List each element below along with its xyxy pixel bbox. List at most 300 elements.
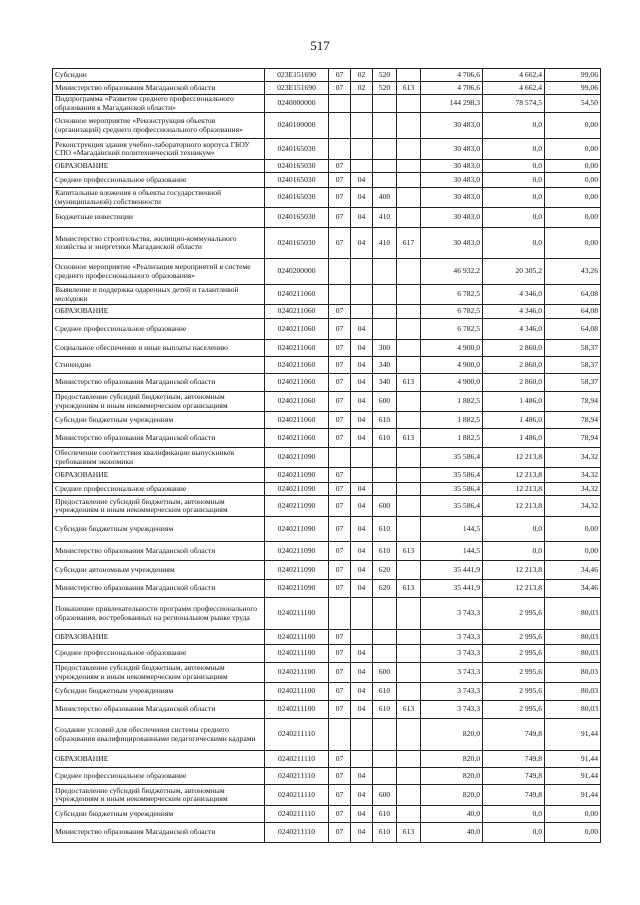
- row-subsection: 04: [351, 701, 373, 719]
- row-grbs: [397, 285, 421, 305]
- row-percent: 64,08: [545, 319, 601, 340]
- row-percent: 58,37: [545, 357, 601, 374]
- row-code: 0240211090: [265, 580, 329, 598]
- row-fact-amount: 12 213,8: [483, 496, 545, 517]
- row-code: 0240211100: [265, 645, 329, 663]
- row-plan-amount: 3 743,3: [421, 701, 483, 719]
- row-fact-amount: 4 346,0: [483, 285, 545, 305]
- row-expense-type: 620: [373, 580, 397, 598]
- table-row: [53, 561, 601, 580]
- row-code: 0240211090: [265, 448, 329, 468]
- row-code: 0240211090: [265, 542, 329, 561]
- row-section: 07: [329, 468, 351, 483]
- row-expense-type: 410: [373, 228, 397, 259]
- row-fact-amount: 0,0: [483, 160, 545, 173]
- row-section: 07: [329, 374, 351, 392]
- row-grbs: [397, 319, 421, 340]
- row-grbs: 613: [397, 429, 421, 448]
- row-code: 0240000000: [265, 95, 329, 113]
- row-expense-type: 340: [373, 357, 397, 374]
- row-plan-amount: 35 586,4: [421, 468, 483, 483]
- row-section: [329, 448, 351, 468]
- row-name: Среднее профессиональное образование: [53, 319, 265, 340]
- row-code: 0240211060: [265, 305, 329, 319]
- row-code: 0240211060: [265, 319, 329, 340]
- row-grbs: [397, 69, 421, 82]
- row-name: Подпрограмма «Развитие среднего профессионального образования в Магаданской области»: [53, 95, 265, 113]
- row-name: ОБРАЗОВАНИЕ: [53, 305, 265, 319]
- row-grbs: [397, 340, 421, 357]
- row-name: Стипендии: [53, 357, 265, 374]
- row-plan-amount: 3 743,3: [421, 663, 483, 683]
- row-section: 07: [329, 701, 351, 719]
- row-expense-type: [373, 448, 397, 468]
- table-row: [53, 208, 601, 228]
- row-plan-amount: 35 441,9: [421, 580, 483, 598]
- row-section: 07: [329, 561, 351, 580]
- row-plan-amount: 144,5: [421, 542, 483, 561]
- row-percent: 91,44: [545, 751, 601, 768]
- row-expense-type: [373, 645, 397, 663]
- row-plan-amount: 30 483,0: [421, 173, 483, 188]
- row-percent: 80,03: [545, 598, 601, 630]
- row-expense-type: [373, 285, 397, 305]
- row-section: 07: [329, 305, 351, 319]
- row-name: ОБРАЗОВАНИЕ: [53, 160, 265, 173]
- row-percent: 54,50: [545, 95, 601, 113]
- row-subsection: 04: [351, 374, 373, 392]
- row-section: 07: [329, 82, 351, 95]
- row-section: 07: [329, 340, 351, 357]
- row-subsection: [351, 468, 373, 483]
- row-name: Реконструкция здания учебно-лабораторного корпуса ГБОУ СПО «Магаданский политехнический техникум»: [53, 139, 265, 160]
- row-fact-amount: 2 995,6: [483, 701, 545, 719]
- row-code: 0240211100: [265, 683, 329, 701]
- row-grbs: [397, 357, 421, 374]
- row-grbs: [397, 259, 421, 285]
- row-subsection: 04: [351, 663, 373, 683]
- row-grbs: [397, 768, 421, 785]
- row-plan-amount: 46 932,2: [421, 259, 483, 285]
- row-section: 07: [329, 496, 351, 517]
- row-expense-type: [373, 113, 397, 139]
- table-row: [53, 719, 601, 751]
- row-grbs: 613: [397, 542, 421, 561]
- row-fact-amount: 0,0: [483, 823, 545, 843]
- row-expense-type: [373, 95, 397, 113]
- row-name: Повышение привлекательности программ профессионального образования, востребованных на региональном рынке труда: [53, 598, 265, 630]
- row-expense-type: 600: [373, 663, 397, 683]
- table-row: [53, 645, 601, 663]
- row-expense-type: 600: [373, 785, 397, 806]
- row-plan-amount: 144,5: [421, 517, 483, 542]
- row-section: 07: [329, 683, 351, 701]
- table-row: [53, 580, 601, 598]
- row-code: 023Е151690: [265, 82, 329, 95]
- row-code: 0240165030: [265, 160, 329, 173]
- row-percent: 34,32: [545, 468, 601, 483]
- row-section: 07: [329, 483, 351, 496]
- row-plan-amount: 40,0: [421, 823, 483, 843]
- row-fact-amount: 12 213,8: [483, 561, 545, 580]
- row-percent: 58,37: [545, 374, 601, 392]
- row-name: ОБРАЗОВАНИЕ: [53, 630, 265, 645]
- table-row: [53, 285, 601, 305]
- row-grbs: [397, 173, 421, 188]
- row-section: 07: [329, 663, 351, 683]
- row-grbs: [397, 496, 421, 517]
- table-row: [53, 305, 601, 319]
- row-grbs: [397, 483, 421, 496]
- row-expense-type: 410: [373, 208, 397, 228]
- row-code: 0240100000: [265, 113, 329, 139]
- row-section: 07: [329, 160, 351, 173]
- table-row: [53, 412, 601, 429]
- row-fact-amount: 749,8: [483, 785, 545, 806]
- table-row: [53, 228, 601, 259]
- row-name: Основное мероприятие «Реконструкция объектов (организаций) среднего профессионального образования»: [53, 113, 265, 139]
- row-code: 0240211090: [265, 496, 329, 517]
- row-percent: 0,00: [545, 188, 601, 208]
- row-plan-amount: 4 900,0: [421, 357, 483, 374]
- row-plan-amount: 820,0: [421, 719, 483, 751]
- row-expense-type: [373, 768, 397, 785]
- row-grbs: [397, 663, 421, 683]
- row-grbs: [397, 785, 421, 806]
- row-percent: 91,44: [545, 719, 601, 751]
- row-expense-type: [373, 468, 397, 483]
- row-percent: 80,03: [545, 683, 601, 701]
- row-expense-type: [373, 305, 397, 319]
- table-row: [53, 683, 601, 701]
- row-grbs: [397, 188, 421, 208]
- row-subsection: 04: [351, 496, 373, 517]
- row-percent: 34,32: [545, 448, 601, 468]
- table-row: [53, 188, 601, 208]
- row-plan-amount: 30 483,0: [421, 113, 483, 139]
- row-code: 0240211060: [265, 412, 329, 429]
- row-section: 07: [329, 517, 351, 542]
- row-plan-amount: 3 743,3: [421, 630, 483, 645]
- row-name: Среднее профессиональное образование: [53, 483, 265, 496]
- row-section: 07: [329, 580, 351, 598]
- row-section: [329, 598, 351, 630]
- row-subsection: [351, 630, 373, 645]
- table-row: [53, 113, 601, 139]
- row-section: 07: [329, 319, 351, 340]
- row-section: 07: [329, 392, 351, 412]
- budget-table-body: [53, 69, 601, 843]
- row-name: Среднее профессиональное образование: [53, 645, 265, 663]
- table-row: [53, 517, 601, 542]
- row-percent: 78,94: [545, 392, 601, 412]
- row-percent: 0,00: [545, 173, 601, 188]
- row-percent: 34,32: [545, 496, 601, 517]
- row-expense-type: 610: [373, 823, 397, 843]
- row-expense-type: 340: [373, 374, 397, 392]
- row-code: 0240165030: [265, 188, 329, 208]
- row-expense-type: [373, 173, 397, 188]
- table-row: [53, 823, 601, 843]
- row-section: 07: [329, 806, 351, 823]
- row-section: 07: [329, 228, 351, 259]
- row-expense-type: 610: [373, 701, 397, 719]
- table-row: [53, 259, 601, 285]
- row-code: 0240211090: [265, 468, 329, 483]
- table-row: [53, 598, 601, 630]
- row-name: Социальное обеспечение и иные выплаты населению: [53, 340, 265, 357]
- row-section: 07: [329, 645, 351, 663]
- row-code: 0240211110: [265, 719, 329, 751]
- row-section: 07: [329, 412, 351, 429]
- row-section: 07: [329, 429, 351, 448]
- row-percent: 34,32: [545, 483, 601, 496]
- row-name: ОБРАЗОВАНИЕ: [53, 468, 265, 483]
- row-percent: 43,26: [545, 259, 601, 285]
- row-percent: 0,00: [545, 139, 601, 160]
- row-subsection: 04: [351, 785, 373, 806]
- row-percent: 0,00: [545, 160, 601, 173]
- row-fact-amount: 0,0: [483, 188, 545, 208]
- row-expense-type: [373, 483, 397, 496]
- row-grbs: [397, 630, 421, 645]
- row-fact-amount: 0,0: [483, 173, 545, 188]
- row-code: 0240211060: [265, 392, 329, 412]
- row-fact-amount: 12 213,8: [483, 580, 545, 598]
- row-grbs: [397, 95, 421, 113]
- row-name: Предоставление субсидий бюджетным, автономным учреждениям и иным некоммерческим организациям: [53, 785, 265, 806]
- row-name: Министерство образования Магаданской области: [53, 429, 265, 448]
- row-subsection: [351, 448, 373, 468]
- row-section: [329, 139, 351, 160]
- row-fact-amount: 2 995,6: [483, 630, 545, 645]
- row-section: 07: [329, 751, 351, 768]
- row-plan-amount: 820,0: [421, 785, 483, 806]
- row-plan-amount: 1 882,5: [421, 429, 483, 448]
- row-percent: 80,03: [545, 630, 601, 645]
- row-percent: 80,03: [545, 645, 601, 663]
- row-subsection: 04: [351, 208, 373, 228]
- row-plan-amount: 4 706,6: [421, 69, 483, 82]
- row-name: Министерство образования Магаданской области: [53, 542, 265, 561]
- row-subsection: 04: [351, 806, 373, 823]
- row-percent: 80,03: [545, 663, 601, 683]
- row-name: Министерство образования Магаданской области: [53, 374, 265, 392]
- row-name: Предоставление субсидий бюджетным, автономным учреждениям и иным некоммерческим организациям: [53, 392, 265, 412]
- row-plan-amount: 3 743,3: [421, 683, 483, 701]
- row-fact-amount: 0,0: [483, 517, 545, 542]
- row-code: 0240211060: [265, 374, 329, 392]
- row-code: 0240211100: [265, 701, 329, 719]
- row-expense-type: 610: [373, 683, 397, 701]
- row-code: 0240211100: [265, 598, 329, 630]
- row-code: 0240200000: [265, 259, 329, 285]
- row-percent: 78,94: [545, 412, 601, 429]
- row-expense-type: 400: [373, 188, 397, 208]
- row-percent: 34,46: [545, 561, 601, 580]
- row-fact-amount: 1 486,0: [483, 429, 545, 448]
- budget-table: [52, 68, 601, 843]
- row-expense-type: [373, 719, 397, 751]
- row-subsection: 02: [351, 82, 373, 95]
- row-code: 0240211090: [265, 517, 329, 542]
- row-fact-amount: 12 213,8: [483, 468, 545, 483]
- row-subsection: 04: [351, 645, 373, 663]
- row-fact-amount: 1 486,0: [483, 392, 545, 412]
- row-percent: 64,08: [545, 285, 601, 305]
- row-expense-type: 520: [373, 69, 397, 82]
- row-subsection: [351, 113, 373, 139]
- row-fact-amount: 2 995,6: [483, 663, 545, 683]
- row-plan-amount: 4 900,0: [421, 374, 483, 392]
- row-fact-amount: 1 486,0: [483, 412, 545, 429]
- row-grbs: 613: [397, 580, 421, 598]
- table-row: [53, 357, 601, 374]
- row-subsection: 02: [351, 69, 373, 82]
- row-subsection: 04: [351, 768, 373, 785]
- row-code: 0240165030: [265, 228, 329, 259]
- row-expense-type: [373, 751, 397, 768]
- row-fact-amount: 2 995,6: [483, 645, 545, 663]
- row-plan-amount: 1 882,5: [421, 392, 483, 412]
- row-percent: 0,00: [545, 542, 601, 561]
- row-code: 0240211110: [265, 751, 329, 768]
- row-code: 0240211110: [265, 785, 329, 806]
- row-subsection: 04: [351, 319, 373, 340]
- table-row: [53, 82, 601, 95]
- row-grbs: 613: [397, 701, 421, 719]
- table-row: [53, 429, 601, 448]
- row-percent: 91,44: [545, 785, 601, 806]
- row-subsection: 04: [351, 542, 373, 561]
- row-grbs: [397, 561, 421, 580]
- table-row: [53, 160, 601, 173]
- row-grbs: [397, 683, 421, 701]
- row-percent: 99,06: [545, 69, 601, 82]
- row-fact-amount: 4 662,4: [483, 82, 545, 95]
- row-name: Среднее профессиональное образование: [53, 768, 265, 785]
- row-code: 0240211060: [265, 340, 329, 357]
- table-row: [53, 768, 601, 785]
- row-name: Субсидии бюджетным учреждениям: [53, 412, 265, 429]
- row-fact-amount: 4 346,0: [483, 319, 545, 340]
- row-name: Министерство образования Магаданской области: [53, 580, 265, 598]
- row-section: [329, 259, 351, 285]
- row-fact-amount: 0,0: [483, 806, 545, 823]
- table-row: [53, 319, 601, 340]
- row-fact-amount: 78 574,5: [483, 95, 545, 113]
- row-section: 07: [329, 69, 351, 82]
- row-code: 0240211100: [265, 630, 329, 645]
- row-subsection: 04: [351, 429, 373, 448]
- row-code: 0240165030: [265, 173, 329, 188]
- row-name: Субсидии бюджетным учреждениям: [53, 683, 265, 701]
- table-row: [53, 374, 601, 392]
- row-subsection: 04: [351, 392, 373, 412]
- row-expense-type: 610: [373, 806, 397, 823]
- row-expense-type: 600: [373, 392, 397, 412]
- row-plan-amount: 30 483,0: [421, 188, 483, 208]
- row-expense-type: 600: [373, 496, 397, 517]
- row-fact-amount: 749,8: [483, 719, 545, 751]
- table-row: [53, 173, 601, 188]
- row-subsection: [351, 598, 373, 630]
- row-name: Министерство образования Магаданской области: [53, 823, 265, 843]
- row-name: Основное мероприятие «Реализация мероприятий в системе среднего профессионального образования»: [53, 259, 265, 285]
- row-grbs: [397, 392, 421, 412]
- row-expense-type: 520: [373, 82, 397, 95]
- row-plan-amount: 820,0: [421, 768, 483, 785]
- row-fact-amount: 12 213,8: [483, 448, 545, 468]
- row-subsection: 04: [351, 683, 373, 701]
- row-subsection: 04: [351, 228, 373, 259]
- row-subsection: [351, 160, 373, 173]
- row-plan-amount: 144 298,3: [421, 95, 483, 113]
- row-plan-amount: 1 882,5: [421, 412, 483, 429]
- row-percent: 34,46: [545, 580, 601, 598]
- row-grbs: [397, 139, 421, 160]
- row-grbs: [397, 751, 421, 768]
- page-number: 517: [310, 38, 330, 53]
- table-row: [53, 340, 601, 357]
- row-grbs: 613: [397, 823, 421, 843]
- row-section: 07: [329, 768, 351, 785]
- row-section: 07: [329, 208, 351, 228]
- row-expense-type: [373, 598, 397, 630]
- row-subsection: 04: [351, 561, 373, 580]
- row-plan-amount: 6 782,5: [421, 319, 483, 340]
- row-grbs: [397, 598, 421, 630]
- row-grbs: [397, 412, 421, 429]
- row-name: Субсидии бюджетным учреждениям: [53, 806, 265, 823]
- row-plan-amount: 30 483,0: [421, 160, 483, 173]
- row-plan-amount: 35 586,4: [421, 496, 483, 517]
- row-code: 0240211100: [265, 663, 329, 683]
- row-plan-amount: 35 586,4: [421, 448, 483, 468]
- row-fact-amount: 749,8: [483, 751, 545, 768]
- row-fact-amount: 2 995,6: [483, 598, 545, 630]
- row-expense-type: [373, 259, 397, 285]
- row-fact-amount: 20 305,2: [483, 259, 545, 285]
- row-section: [329, 95, 351, 113]
- row-percent: 0,00: [545, 806, 601, 823]
- table-row: [53, 496, 601, 517]
- row-name: Министерство образования Магаданской области: [53, 701, 265, 719]
- row-name: Обеспечение соответствия квалификации выпускников требованиям экономики: [53, 448, 265, 468]
- row-plan-amount: 3 743,3: [421, 645, 483, 663]
- row-subsection: 04: [351, 517, 373, 542]
- row-plan-amount: 4 900,0: [421, 340, 483, 357]
- row-section: [329, 113, 351, 139]
- row-percent: 0,00: [545, 208, 601, 228]
- row-percent: 80,03: [545, 701, 601, 719]
- row-name: Министерство образования Магаданской области: [53, 82, 265, 95]
- row-subsection: 04: [351, 823, 373, 843]
- row-expense-type: 610: [373, 412, 397, 429]
- row-section: 07: [329, 173, 351, 188]
- row-name: Создание условий для обеспечения системы среднего образования квалифицированными педагогическими кадрами: [53, 719, 265, 751]
- row-grbs: 617: [397, 228, 421, 259]
- row-plan-amount: 6 782,5: [421, 285, 483, 305]
- row-subsection: [351, 751, 373, 768]
- table-row: [53, 751, 601, 768]
- row-code: 0240165030: [265, 208, 329, 228]
- table-row: [53, 806, 601, 823]
- row-expense-type: [373, 319, 397, 340]
- row-subsection: [351, 285, 373, 305]
- row-fact-amount: 2 860,0: [483, 357, 545, 374]
- row-fact-amount: 2 995,6: [483, 683, 545, 701]
